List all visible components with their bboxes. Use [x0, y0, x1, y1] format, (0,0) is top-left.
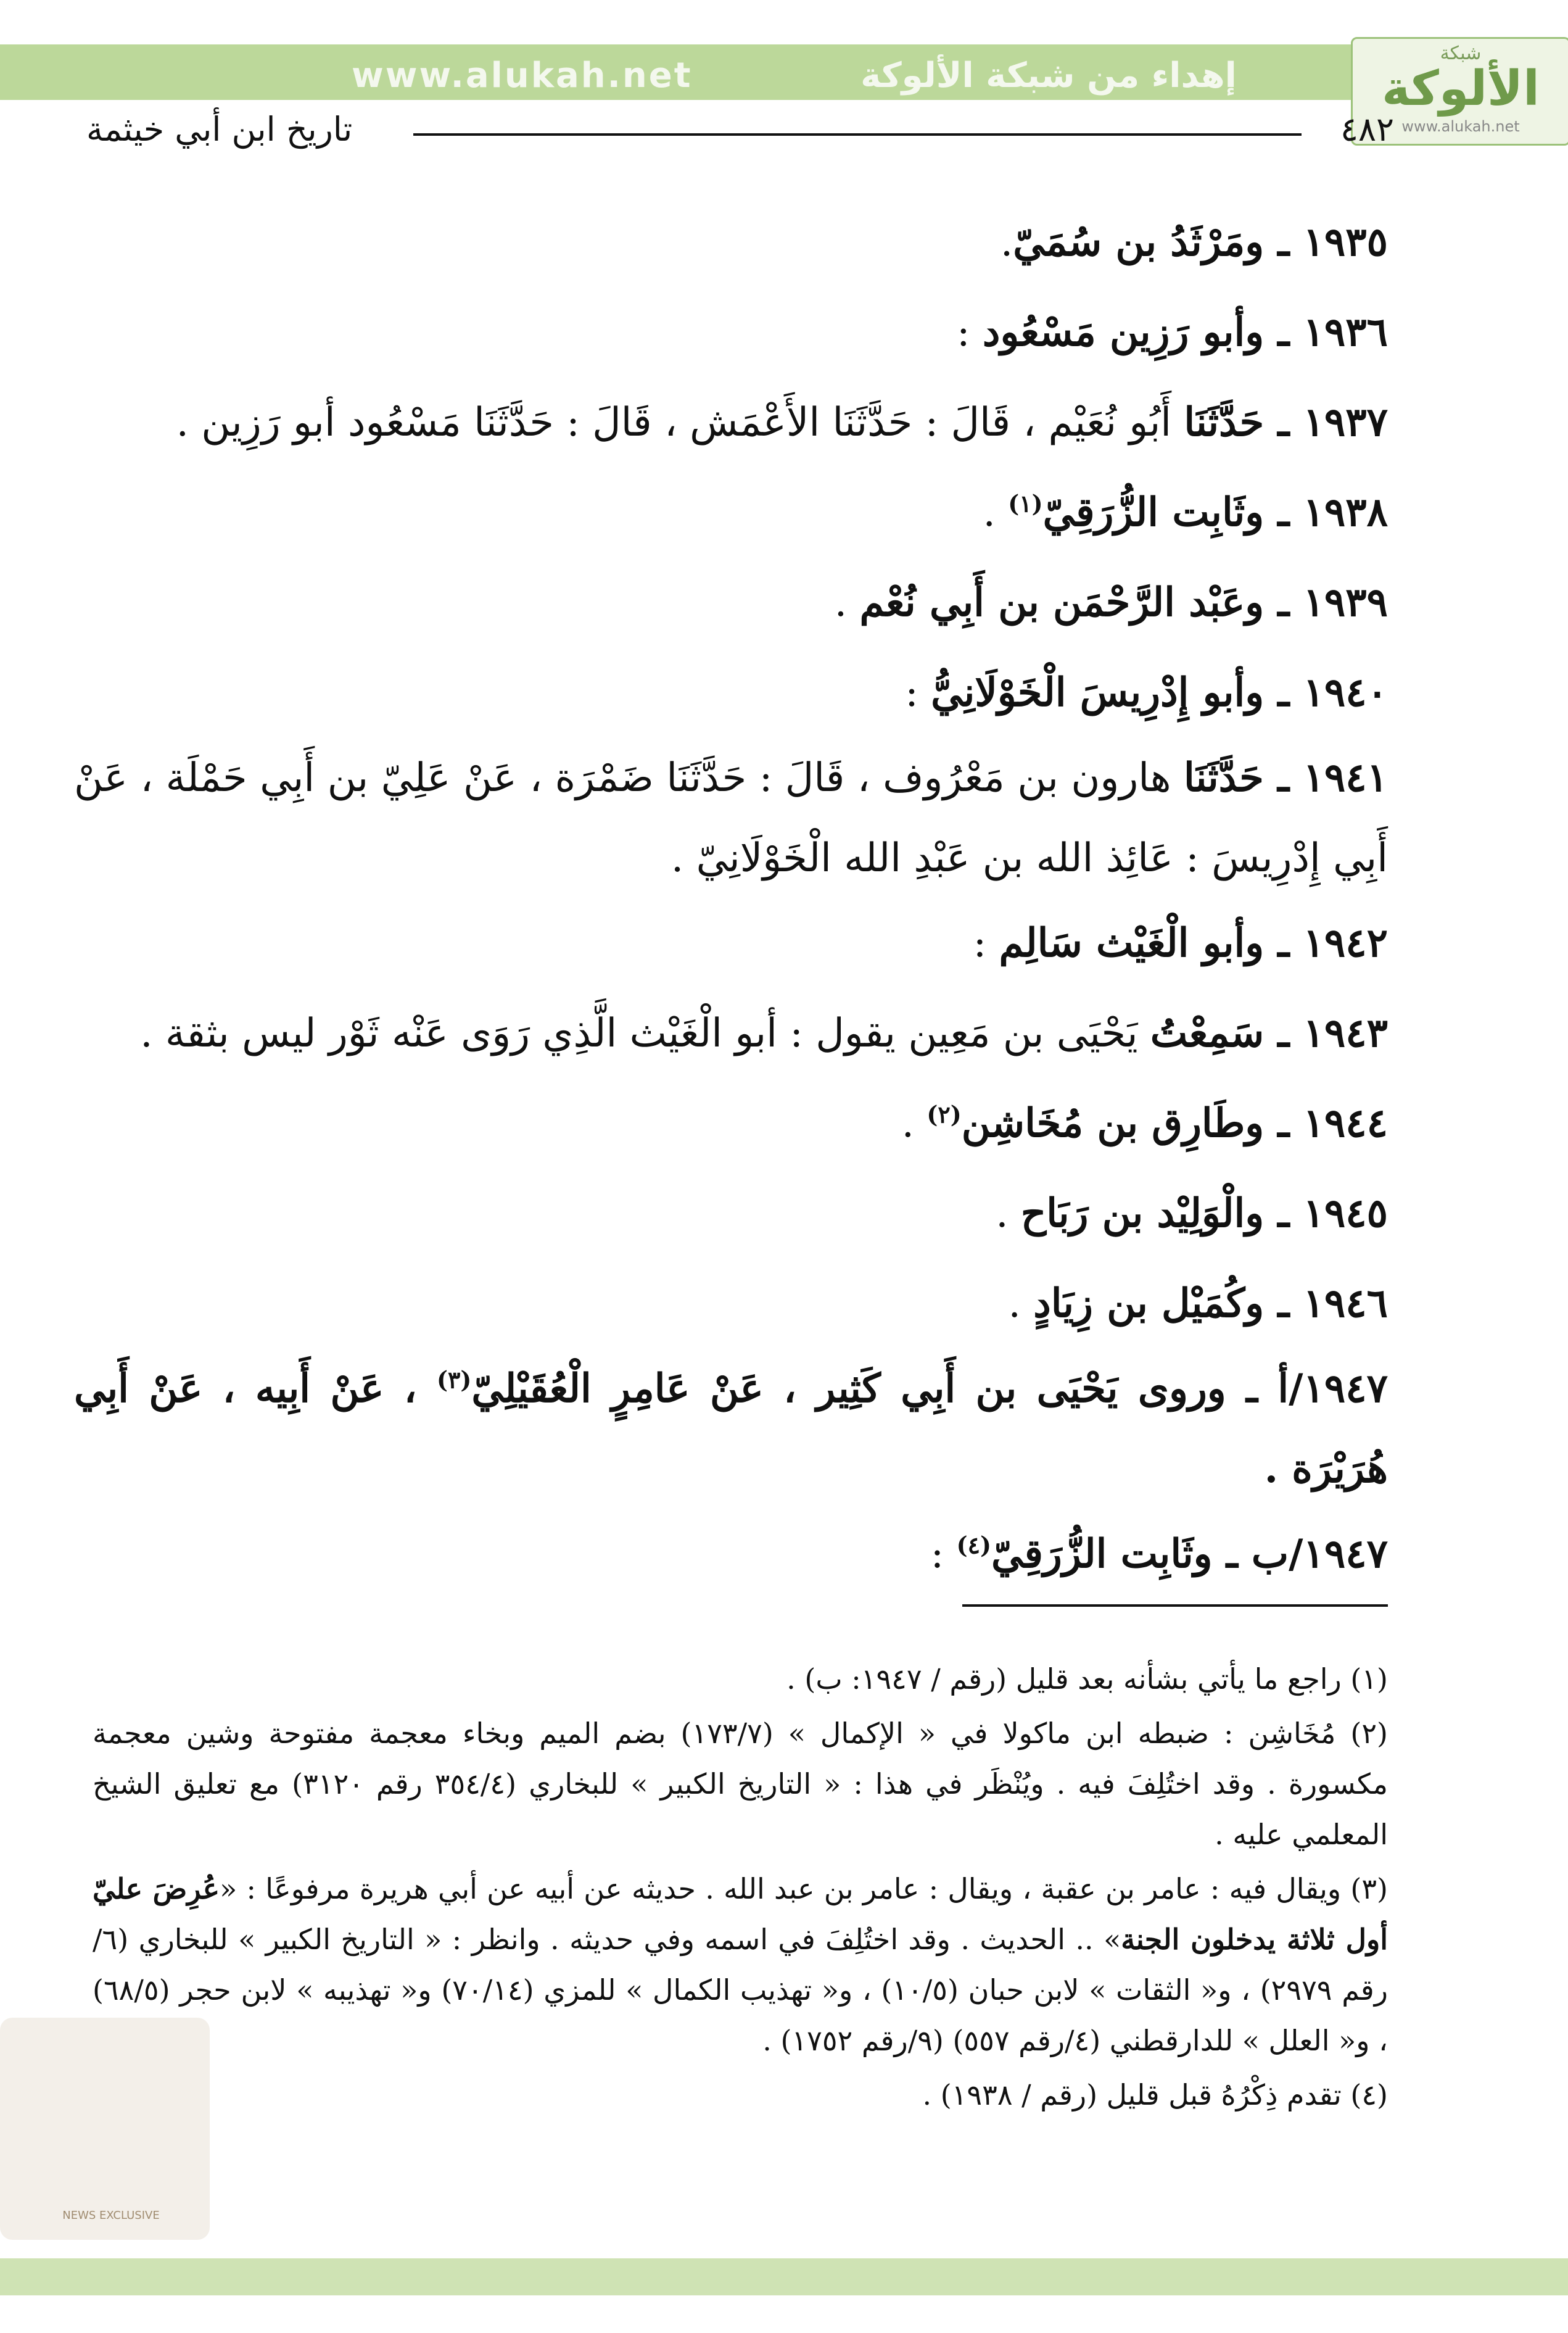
entry-separator: ـ	[1264, 579, 1303, 626]
entry-separator: ـ	[1264, 309, 1303, 355]
entry	[74, 1079, 1388, 1169]
entry-number: ١٩٤٧/ب	[1251, 1531, 1388, 1577]
footnote-ref[interactable]: (٢)	[926, 1100, 962, 1129]
entry	[74, 1169, 1388, 1259]
footnote-ref[interactable]: (٣)	[437, 1365, 472, 1394]
footnote	[93, 1863, 1388, 2066]
entry	[74, 738, 1388, 898]
footnote-ref[interactable]: (٤)	[956, 1531, 991, 1559]
entry-text: :	[905, 670, 931, 716]
entry-name: وطَارِق بن مُخَاشِن	[961, 1100, 1265, 1146]
entry-text: .	[1000, 220, 1013, 265]
entry-text: هارون بن مَعْرُوف ، قَالَ : حَدَّثَنَا ضَمْرَة ، عَنْ عَلِيّ بن أَبِي حَمْلَة ، عَنْ أَبِي إِدْرِيسَ : عَائِذ الله بن عَبْدِ الله الْخَوْلَانِيّ .	[74, 755, 1388, 881]
entry	[74, 197, 1388, 288]
top-banner	[0, 44, 1568, 100]
page-number: ٤٨٢	[1340, 110, 1394, 149]
footnote-rule	[962, 1604, 1388, 1607]
footnote-text: (٣) ويقال فيه : عامر بن عقبة ، ويقال : عامر بن عبد الله . حديثه عن أبيه عن أبي هريرة مرفوعًا : «	[220, 1872, 1388, 1905]
entry-name: سَمِعْتُ	[1150, 1010, 1265, 1056]
entries-list	[74, 197, 1388, 1599]
entry	[74, 648, 1388, 738]
entry-number: ١٩٣٦	[1303, 309, 1388, 355]
entry-number: ١٩٤٢	[1303, 920, 1388, 966]
logo-main-text: الألوكة	[1382, 61, 1540, 117]
entry-separator: ـ	[1264, 1190, 1303, 1237]
entry-name: حَدَّثَنَا	[1184, 755, 1264, 801]
banner-url[interactable]: www.alukah.net	[352, 56, 693, 96]
entry-name: ومَرْثَدُ بن سُمَيّ	[1013, 219, 1265, 265]
entry-text: :	[930, 1531, 957, 1577]
entry	[74, 1259, 1388, 1349]
entry-name: وعَبْد الرَّحْمَن بن أَبِي نُعْم	[859, 579, 1265, 626]
logo-url-text: www.alukah.net	[1401, 118, 1520, 135]
entry-text: .	[901, 1101, 927, 1146]
entry-text: ، عَنْ أَبِيه ، عَنْ أَبِي هُرَيْرَة .	[74, 1365, 1388, 1492]
entry	[74, 988, 1388, 1079]
entry-separator: ـ	[1264, 219, 1303, 265]
entry-number: ١٩٤٥	[1303, 1190, 1388, 1237]
entry-name: وثَابِت الزُّرَقِيّ	[1042, 489, 1265, 536]
entry-separator: ـ	[1264, 920, 1303, 966]
entry-text: أَبُو نُعَيْم ، قَالَ : حَدَّثَنَا الأَعْمَش ، قَالَ : حَدَّثَنَا مَسْعُود أبو رَزِين .	[176, 400, 1184, 445]
entry-separator: ـ	[1264, 669, 1303, 716]
entry-separator: ـ	[1226, 1365, 1278, 1412]
entry-text: .	[834, 580, 860, 626]
entry-separator: ـ	[1264, 1100, 1303, 1146]
side-watermark-text: NEWS EXCLUSIVE	[62, 2209, 160, 2222]
entry-number: ١٩٤٣	[1303, 1010, 1388, 1056]
bottom-band	[0, 2258, 1568, 2295]
header-rule	[413, 133, 1302, 136]
entry	[74, 1509, 1388, 1599]
entry-text: .	[1008, 1281, 1034, 1327]
entry-number: ١٩٤٠	[1303, 669, 1388, 716]
footnote: (١) راجع ما يأتي بشأنه بعد قليل (رقم / ١٩٤٧: ب) .	[786, 1662, 1388, 1696]
entry-text: يَحْيَى بن مَعِين يقول : أبو الْغَيْث الَّذِي رَوَى عَنْه ثَوْر ليس بثقة .	[140, 1011, 1150, 1056]
entry-name: حَدَّثَنَا	[1184, 399, 1265, 445]
entry	[74, 378, 1388, 468]
entry-number: ١٩٤٦	[1303, 1280, 1388, 1327]
entry-name: وأبو رَزِين مَسْعُود	[982, 309, 1265, 355]
footnote-ref[interactable]: (١)	[1008, 489, 1043, 518]
entry-number: ١٩٣٨	[1303, 489, 1388, 536]
logo-top-text: شبكة	[1440, 43, 1482, 64]
entry-name: والْوَلِيْد بن رَبَاح	[1020, 1190, 1265, 1237]
running-header	[0, 105, 1568, 167]
entry-number: ١٩٤١	[1303, 755, 1389, 801]
entry-name: وكُمَيْل بن زِيَادٍ	[1033, 1280, 1265, 1327]
entry	[74, 898, 1388, 988]
entry-name: وروى يَحْيَى بن أَبِي كَثِير ، عَنْ عَامِرٍ الْعُقَيْلِيّ	[471, 1365, 1226, 1412]
entry-number: ١٩٣٩	[1303, 579, 1388, 626]
entry-separator: ـ	[1264, 489, 1303, 536]
entry-name: وثَابِت الزُّرَقِيّ	[991, 1531, 1213, 1577]
footnotes	[93, 1654, 1388, 2124]
banner-gift-text: إهداء من شبكة الألوكة	[860, 56, 1237, 96]
side-watermark	[0, 2018, 210, 2240]
entry-text: :	[957, 310, 983, 355]
entry	[74, 288, 1388, 378]
entry-separator: ـ	[1264, 1010, 1303, 1056]
entry-separator: ـ	[1212, 1531, 1252, 1577]
entry-separator: ـ	[1264, 399, 1303, 445]
entry-text: .	[983, 490, 1009, 536]
entry-name: وأبو إِدْرِيسَ الْخَوْلَانِيُّ	[931, 669, 1265, 716]
footnote: (٤) تقدم ذِكْرُهُ قبل قليل (رقم / ١٩٣٨) .	[922, 2078, 1388, 2111]
entry-separator: ـ	[1263, 755, 1303, 801]
entry-number: ١٩٤٧/أ	[1277, 1365, 1389, 1412]
entry-number: ١٩٣٥	[1303, 219, 1388, 265]
footnote-bold-text: عُرِضَ عليّ أول ثلاثة يدخلون الجنة	[93, 1872, 1388, 1956]
entry	[74, 1349, 1388, 1509]
footnote: (٢) مُخَاشِن : ضبطه ابن ماكولا في « الإكمال » (١٧٣/٧) بضم الميم وبخاء معجمة مفتوحة وشين معجمة مكسورة . وقد اختُلِفَ فيه . ويُنْظَر في هذا : « التاريخ الكبير » للبخاري (٣٥٤/٤ رقم ٣١٢٠) مع تعليق الشيخ المعلمي عليه .	[93, 1717, 1388, 1851]
entry-separator: ـ	[1264, 1280, 1303, 1327]
book-title: تاريخ ابن أبي خيثمة	[86, 110, 353, 149]
entry-text: .	[996, 1191, 1021, 1237]
entry-name: وأبو الْغَيْث سَالِم	[999, 920, 1265, 966]
entry-number: ١٩٣٧	[1303, 399, 1388, 445]
entry-number: ١٩٤٤	[1303, 1100, 1388, 1146]
footnote-text: » .. الحديث . وقد اختُلِفَ في اسمه وفي حديثه . وانظر : « التاريخ الكبير » للبخاري (٦/رقم ٢٩٧٩) ، و« الثقات » لابن حبان (١٠/٥) ، و« تهذيب الكمال » للمزي (٧٠/١٤) و« تهذيبه » لابن حجر (٦٨/٥) ، و« العلل » للدارقطني (٤/رقم ٥٥٧) (٩/رقم ١٧٥٢) .	[93, 1923, 1389, 2057]
entry	[74, 468, 1388, 558]
entry	[74, 558, 1388, 648]
entry-text: :	[973, 921, 999, 966]
